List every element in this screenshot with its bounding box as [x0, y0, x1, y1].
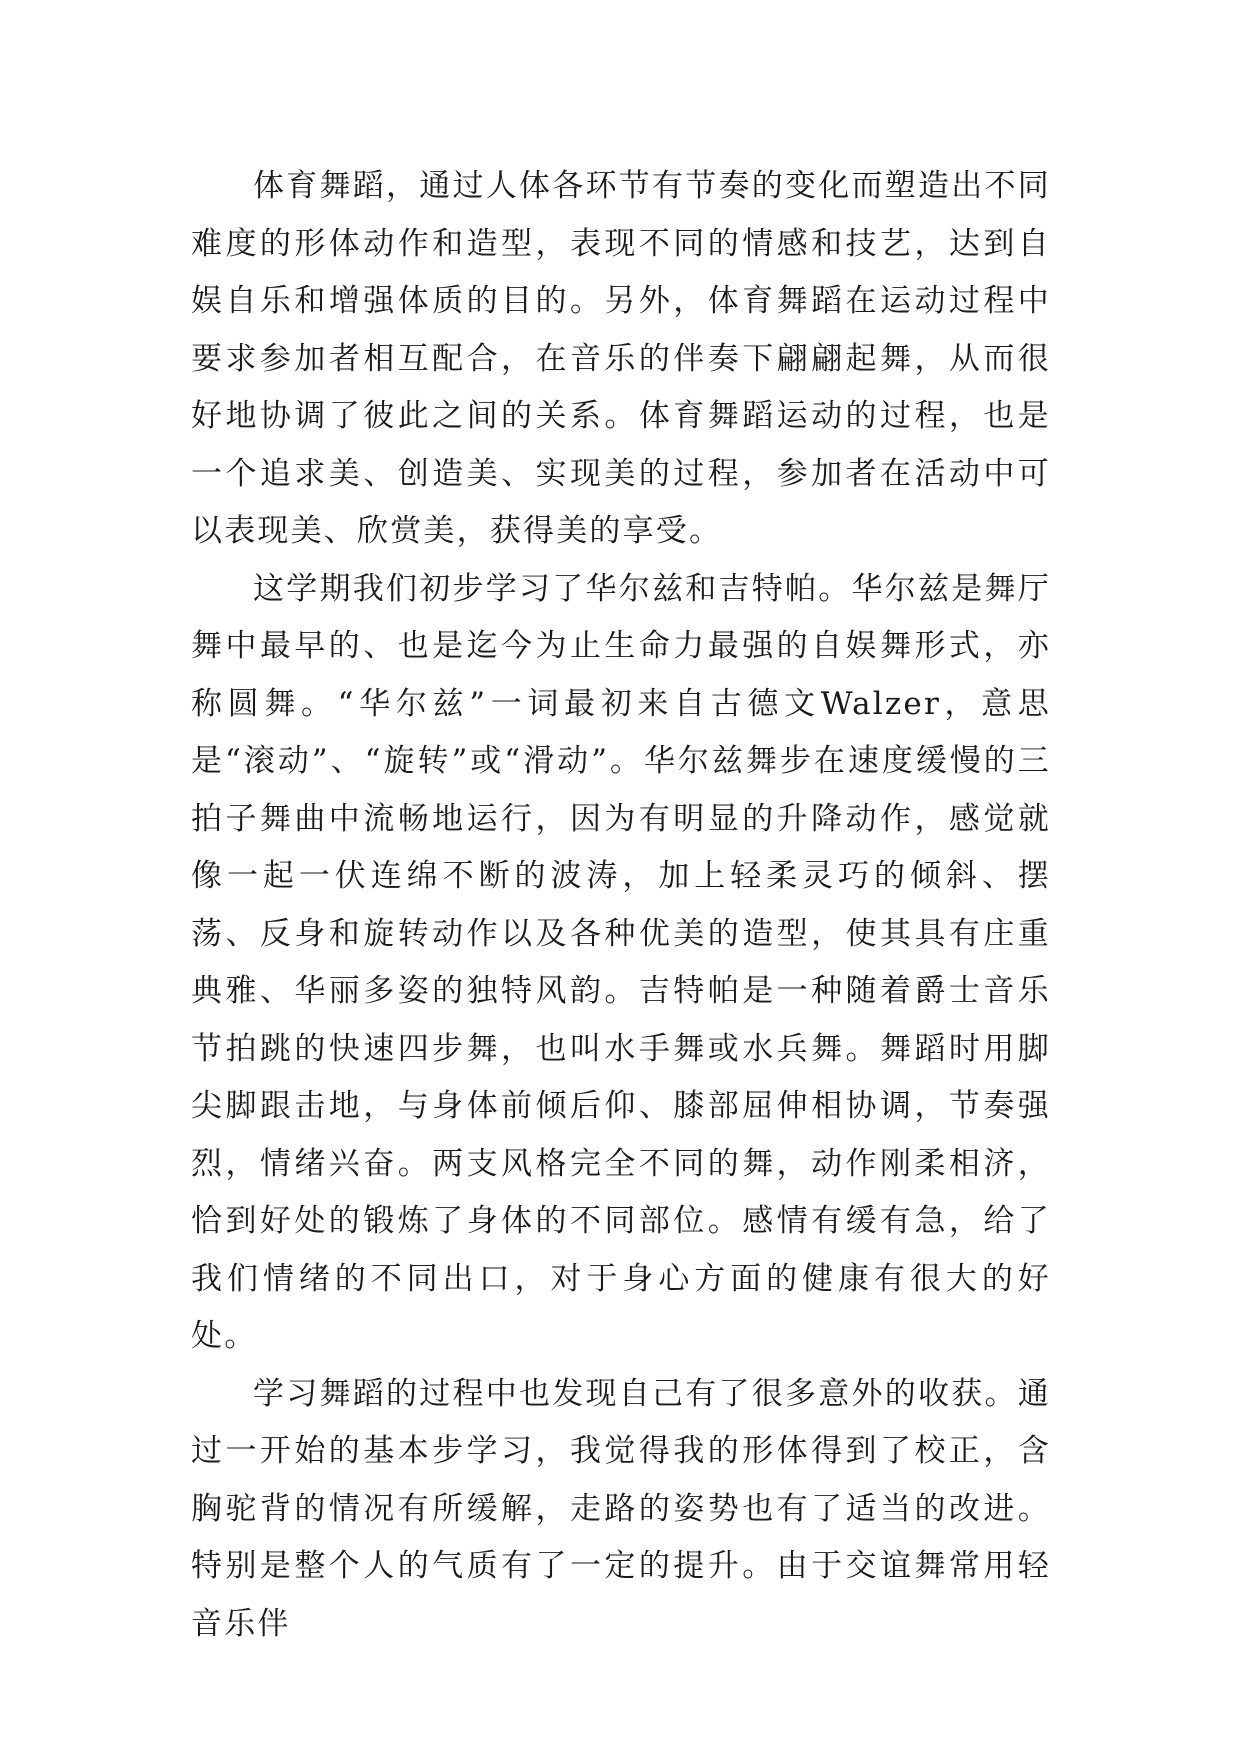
paragraph-sports-dance-intro: 体育舞蹈，通过人体各环节有节奏的变化而塑造出不同难度的形体动作和造型，表现不同的情感和技艺，达到自娱自乐和增强体质的目的。另外，体育舞蹈在运动过程中要求参加者相互配合，在音乐的伴奏下翩翩起舞，从而很好地协调了彼此之间的关系。体育舞蹈运动的过程，也是一个追求美、创造美、实现美的过程，参加者在活动中可以表现美、欣赏美，获得美的享受。	[191, 168, 1051, 549]
document-body	[191, 158, 1051, 1653]
paragraph-learning-gains: 学习舞蹈的过程中也发现自己有了很多意外的收获。通过一开始的基本步学习，我觉得我的形体得到了校正，含胸驼背的情况有所缓解，走路的姿势也有了适当的改进。特别是整个人的气质有了一定的提升。由于交谊舞常用轻音乐伴	[191, 1375, 1051, 1642]
paragraph-waltz-jitterbug: 这学期我们初步学习了华尔兹和吉特帕。华尔兹是舞厅舞中最早的、也是迄今为止生命力最强的自娱舞形式，亦称圆舞。“华尔兹”一词最初来自古德文Walzer，意思是“滚动”、“旋转”或“滑动”。华尔兹舞步在速度缓慢的三拍子舞曲中流畅地运行，因为有明显的升降动作，感觉就像一起一伏连绵不断的波涛，加上轻柔灵巧的倾斜、摆荡、反身和旋转动作以及各种优美的造型，使其具有庄重典雅、华丽多姿的独特风韵。吉特帕是一种随着爵士音乐节拍跳的快速四步舞，也叫水手舞或水兵舞。舞蹈时用脚尖脚跟击地，与身体前倾后仰、膝部屈伸相协调，节奏强烈，情绪兴奋。两支风格完全不同的舞，动作刚柔相济，恰到好处的锻炼了身体的不同部位。感情有缓有急，给了我们情绪的不同出口，对于身心方面的健康有很大的好处。	[191, 570, 1051, 1354]
